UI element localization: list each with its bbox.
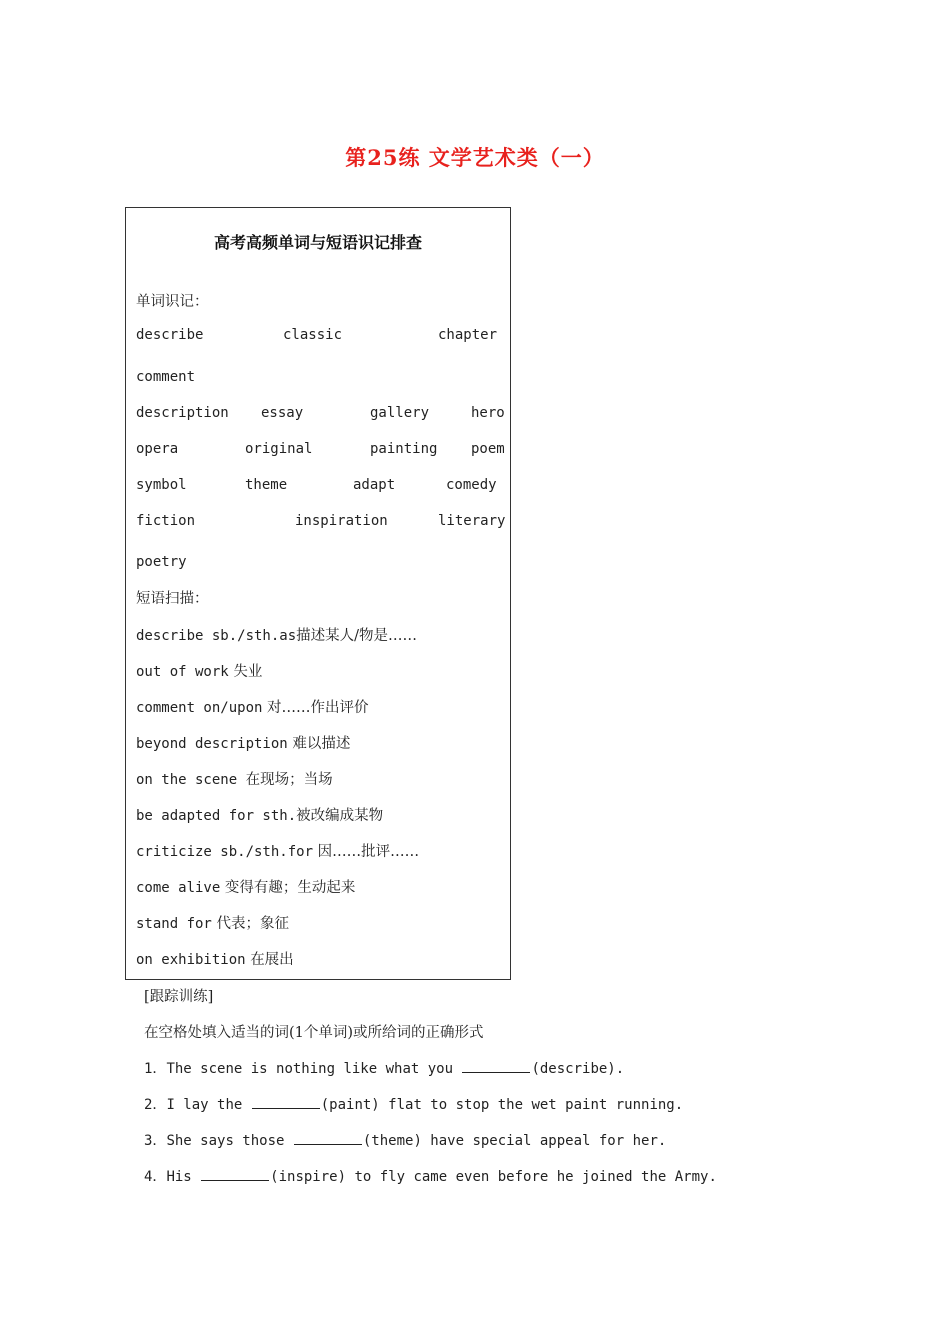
- phrase-item: out of work 失业: [136, 664, 263, 680]
- word: comment: [136, 369, 196, 385]
- vocabulary-box: [125, 207, 511, 980]
- practice-item: 4．His (inspire) to fly came even before he joined the Army.: [144, 1169, 717, 1185]
- phrase-item: comment on/upon 对……作出评价: [136, 700, 369, 716]
- phrase-item: come alive 变得有趣；生动起来: [136, 880, 356, 896]
- word: describe: [136, 327, 204, 343]
- word: inspiration: [295, 513, 388, 529]
- practice-instruction: 在空格处填入适当的词(1个单词)或所给词的正确形式: [144, 1025, 484, 1041]
- box-heading: 高考高频单词与短语识记排查: [213, 233, 422, 252]
- word: theme: [245, 477, 288, 493]
- word: description: [136, 405, 229, 421]
- answer-blank[interactable]: [294, 1131, 362, 1145]
- word: gallery: [370, 405, 430, 421]
- practice-item: 2．I lay the (paint) flat to stop the wet paint running.: [144, 1097, 684, 1113]
- answer-blank[interactable]: [201, 1167, 269, 1181]
- phrase-item: on exhibition 在展出: [136, 952, 294, 968]
- words-label: 单词识记：: [136, 294, 209, 310]
- word: adapt: [353, 477, 396, 493]
- word: fiction: [136, 513, 196, 529]
- word: essay: [261, 405, 304, 421]
- practice-item: 3．She says those (theme) have special appeal for her.: [144, 1133, 667, 1149]
- word: poetry: [136, 554, 187, 570]
- word: poem: [471, 441, 505, 457]
- word: opera: [136, 441, 179, 457]
- phrase-item: beyond description 难以描述: [136, 736, 351, 752]
- phrases-label: 短语扫描：: [136, 591, 209, 607]
- phrase-item: be adapted for sth.被改编成某物: [136, 808, 384, 824]
- word: painting: [370, 441, 438, 457]
- word: hero: [471, 405, 505, 421]
- phrase-item: describe sb./sth.as描述某人/物是……: [136, 628, 418, 644]
- word: original: [245, 441, 313, 457]
- answer-blank[interactable]: [462, 1059, 530, 1073]
- word: symbol: [136, 477, 187, 493]
- word: comedy: [446, 477, 497, 493]
- phrase-item: criticize sb./sth.for 因……批评……: [136, 844, 420, 860]
- word: chapter: [438, 327, 498, 343]
- word: literary: [438, 513, 506, 529]
- answer-blank[interactable]: [252, 1095, 320, 1109]
- practice-label: [跟踪训练]: [144, 989, 214, 1005]
- phrase-item: stand for 代表；象征: [136, 916, 289, 932]
- page-title: 第25练 文学艺术类（一）: [345, 145, 605, 170]
- practice-item: 1．The scene is nothing like what you (describe).: [144, 1061, 625, 1077]
- phrase-item: on the scene 在现场；当场: [136, 772, 333, 788]
- word: classic: [283, 327, 343, 343]
